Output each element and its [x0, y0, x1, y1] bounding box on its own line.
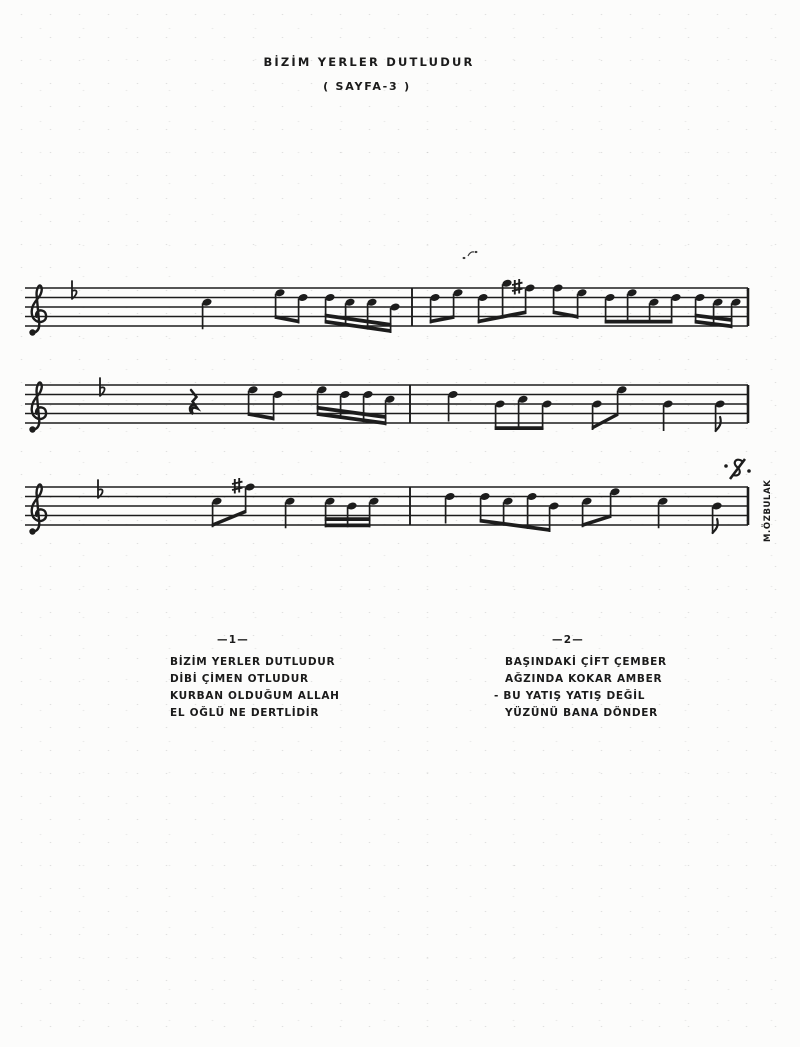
flat-sign-icon — [72, 281, 77, 299]
treble-clef-icon — [29, 329, 35, 335]
lyric-line: BAŞINDAKİ ÇİFT ÇEMBER — [505, 656, 667, 668]
scan-artifact — [468, 252, 474, 256]
scan-artifact — [463, 257, 466, 259]
verse-2 — [494, 632, 667, 722]
quarter-rest — [190, 390, 198, 414]
segno-icon — [747, 469, 751, 473]
beam — [553, 310, 579, 319]
flat-sign-icon — [100, 378, 105, 396]
scan-artifact — [475, 251, 478, 253]
lyric-line: DİBİ ÇİMEN OTLUDUR — [170, 673, 309, 685]
flat-sign-icon — [98, 480, 103, 498]
lyric-line: KURBAN OLDUĞUM ALLAH — [170, 690, 340, 702]
beam — [325, 523, 371, 527]
beam — [495, 426, 544, 430]
lyric-line: EL OĞLÜ NE DERTLİDİR — [170, 707, 320, 719]
beam — [325, 517, 371, 521]
beam — [592, 412, 619, 430]
beam — [605, 320, 673, 324]
verse-1 — [170, 632, 340, 722]
composer-credit: M.ÖZBULAK — [763, 479, 773, 542]
lyric-line: AĞZINDA KOKAR AMBER — [505, 673, 663, 685]
lyric-line: BİZİM YERLER DUTLUDUR — [170, 656, 336, 668]
sharp-sign-icon — [512, 279, 523, 295]
page-subtitle: ( SAYFA-3 ) — [323, 80, 411, 93]
lyric-line: YÜZÜNÜ BANA DÖNDER — [505, 707, 658, 719]
treble-clef-icon — [29, 426, 35, 432]
segno-icon — [724, 464, 728, 468]
lyric-line: - BU YATIŞ YATIŞ DEĞİL — [494, 690, 646, 702]
verse-1-number: —1— — [217, 634, 249, 646]
page-title: BİZİM YERLER DUTLUDUR — [263, 55, 475, 69]
verse-2-number: —2— — [552, 634, 584, 646]
sharp-sign-icon — [232, 478, 243, 494]
treble-clef-icon — [29, 528, 35, 534]
